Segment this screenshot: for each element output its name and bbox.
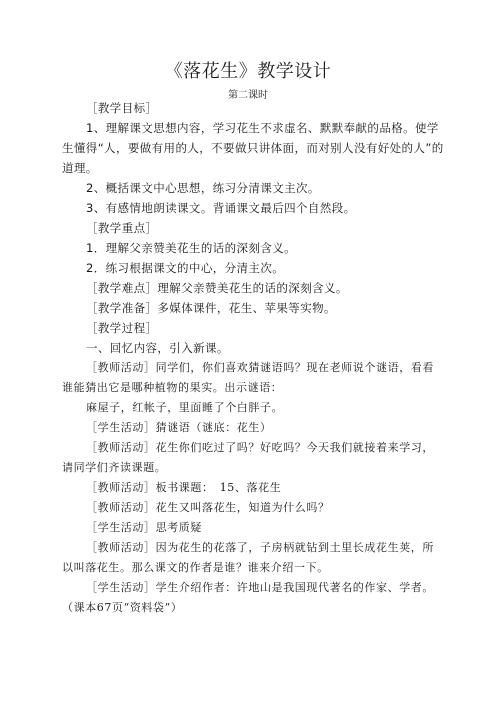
objective-2: 2、概括课文中心思想，练习分清课文主次。 [86, 181, 320, 195]
key-point-2: 2．练习根据课文的中心，分清主次。 [86, 261, 285, 275]
process-paragraph: ［学生活动］思考质疑 [86, 521, 202, 534]
step-heading-1: 一、回忆内容，引入新课。 [86, 341, 229, 355]
process-paragraph: ［教师活动］因为花生的花落了，子房柄就钻到土里长成花生荚，所以叫落花生。那么课文的作者是谁？谁来介绍一下。 [62, 541, 434, 574]
objective-1: 1、理解课文思想内容，学习花生不求虚名、默默奉献的品格。使学生懂得“人，要做有用的人，不要做只讲体面，而对别人没有好处的人”的道理。 [62, 121, 444, 175]
section-heading-key-points: ［教学重点］ [86, 221, 158, 235]
process-paragraph: ［教师活动］花生又叫落花生，知道为什么吗？ [86, 501, 330, 514]
process-paragraph: ［学生活动］学生介绍作者：许地山是我国现代著名的作家、学者。（课本67页“资料袋”） [62, 581, 434, 614]
process-paragraph: ［教师活动］板书课题： 15、落花生 [86, 481, 282, 494]
document-subtitle: 第二课时 [228, 90, 268, 101]
objective-3: 3、有感情地朗读课文。背诵课文最后四个自然段。 [86, 201, 356, 215]
document-title: 《落花生》教学设计 [164, 61, 332, 82]
process-paragraph: ［教师活动］同学们，你们喜欢猜谜语吗？现在老师说个谜语，看看谁能猜出它是哪种植物的果实。出示谜语： [62, 361, 434, 394]
riddle-text: 麻屋子，红帐子，里面睡了个白胖子。 [86, 401, 284, 414]
process-paragraph: ［教师活动］花生你们吃过了吗？好吃吗？今天我们就接着来学习，请同学们齐读课题。 [62, 441, 434, 474]
key-point-1: 1．理解父亲赞美花生的话的深刻含义。 [86, 241, 297, 255]
section-heading-objectives: ［教学目标］ [86, 101, 158, 115]
section-heading-process: ［教学过程］ [86, 321, 158, 335]
process-paragraph: ［学生活动］猜谜语（谜底：花生） [86, 421, 272, 434]
preparation-line: ［教学准备］多媒体课件，花生、苹果等实物。 [86, 301, 336, 315]
difficulty-line: ［教学难点］理解父亲赞美花生的话的深刻含义。 [86, 281, 348, 295]
document-body [62, 98, 444, 618]
